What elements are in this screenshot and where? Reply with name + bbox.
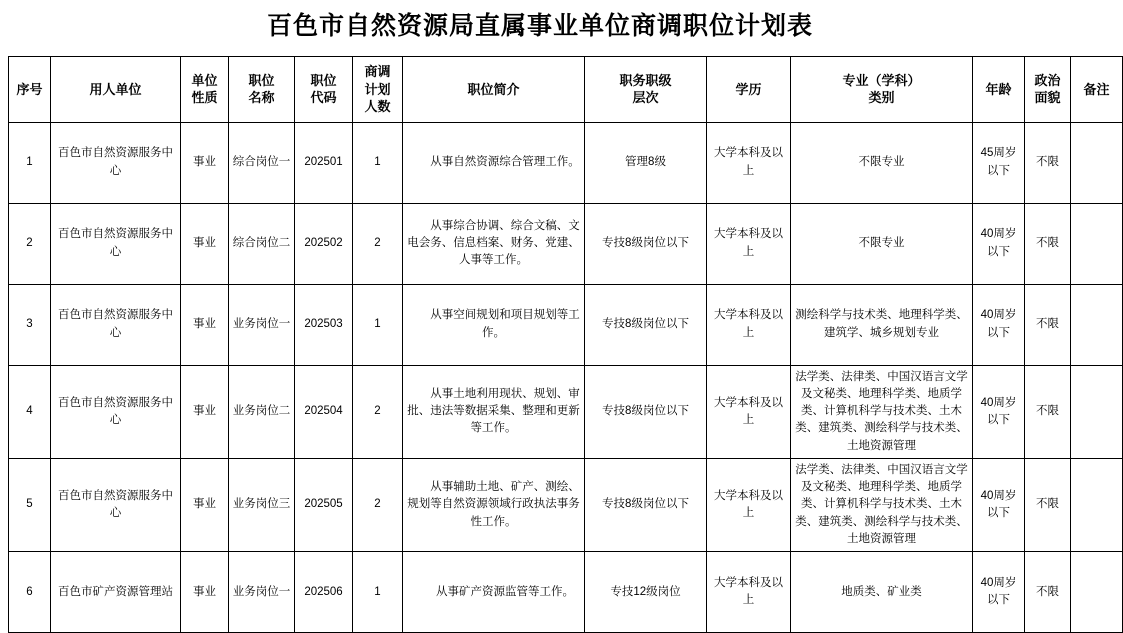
cell-education: 大学本科及以上	[707, 458, 791, 551]
cell-post-name: 业务岗位一	[229, 284, 295, 365]
column-header-post-line1: 职位	[248, 72, 275, 88]
cell-intro: 从事土地利用现状、规划、审批、违法等数据采集、整理和更新等工作。	[403, 365, 585, 458]
cell-post-code: 202501	[295, 122, 353, 203]
cell-seq: 3	[9, 284, 51, 365]
table-row	[9, 203, 1123, 284]
cell-employer: 百色市自然资源服务中心	[51, 203, 181, 284]
column-header-politics-line2: 面貌	[1034, 90, 1061, 106]
cell-seq: 4	[9, 365, 51, 458]
cell-post-name: 业务岗位二	[229, 365, 295, 458]
column-header-code-line2: 代码	[310, 90, 337, 106]
column-header-seq: 序号	[9, 57, 51, 123]
cell-age: 40周岁以下	[973, 458, 1025, 551]
column-header-employer: 用人单位	[51, 57, 181, 123]
column-header-num-line3: 人数	[364, 99, 391, 115]
cell-rank: 专技8级岗位以下	[585, 365, 707, 458]
cell-note	[1071, 365, 1123, 458]
cell-seq: 6	[9, 552, 51, 633]
cell-education: 大学本科及以上	[707, 365, 791, 458]
table-row	[9, 122, 1123, 203]
cell-education: 大学本科及以上	[707, 203, 791, 284]
cell-politics: 不限	[1025, 284, 1071, 365]
column-header-major-line2: 类别	[868, 90, 895, 106]
cell-post-name: 综合岗位二	[229, 203, 295, 284]
cell-plan-number: 2	[353, 458, 403, 551]
cell-post-code: 202503	[295, 284, 353, 365]
cell-intro: 从事空间规划和项目规划等工作。	[403, 284, 585, 365]
cell-employer: 百色市自然资源服务中心	[51, 284, 181, 365]
column-header-major-line1: 专业（学科）	[842, 72, 921, 88]
cell-plan-number: 2	[353, 203, 403, 284]
table-row	[9, 552, 1123, 633]
cell-note	[1071, 122, 1123, 203]
column-header-nature-line2: 性质	[191, 90, 218, 106]
column-header-politics-line1: 政治	[1034, 72, 1061, 88]
cell-seq: 2	[9, 203, 51, 284]
cell-seq: 1	[9, 122, 51, 203]
cell-major: 测绘科学与技术类、地理科学类、建筑学、城乡规划专业	[791, 284, 973, 365]
cell-rank: 专技8级岗位以下	[585, 458, 707, 551]
cell-post-name: 综合岗位一	[229, 122, 295, 203]
cell-major: 法学类、法律类、中国汉语言文学及文秘类、地理科学类、地质学类、计算机科学与技术类、土木类、建筑类、测绘科学与技术类、土地资源管理	[791, 458, 973, 551]
cell-note	[1071, 552, 1123, 633]
page-title: 百色市自然资源局直属事业单位商调职位计划表	[266, 13, 813, 40]
column-header-plan-number	[353, 57, 403, 123]
column-header-post-line2: 名称	[248, 90, 275, 106]
cell-note	[1071, 458, 1123, 551]
table-row	[9, 458, 1123, 551]
cell-nature: 事业	[181, 365, 229, 458]
cell-post-code: 202504	[295, 365, 353, 458]
cell-plan-number: 2	[353, 365, 403, 458]
column-header-intro: 职位简介	[403, 57, 585, 123]
column-header-code-line1: 职位	[310, 72, 337, 88]
column-header-nature	[181, 57, 229, 123]
cell-politics: 不限	[1025, 122, 1071, 203]
table-header-row	[9, 57, 1123, 123]
cell-nature: 事业	[181, 458, 229, 551]
cell-major: 不限专业	[791, 122, 973, 203]
cell-politics: 不限	[1025, 365, 1071, 458]
column-header-politics	[1025, 57, 1071, 123]
cell-post-name: 业务岗位一	[229, 552, 295, 633]
cell-education: 大学本科及以上	[707, 284, 791, 365]
cell-employer: 百色市自然资源服务中心	[51, 122, 181, 203]
cell-intro: 从事自然资源综合管理工作。	[403, 122, 585, 203]
column-header-major	[791, 57, 973, 123]
cell-age: 40周岁以下	[973, 284, 1025, 365]
column-header-rank-line1: 职务职级	[619, 72, 672, 88]
column-header-num-line2: 计划	[364, 81, 391, 97]
cell-note	[1071, 203, 1123, 284]
cell-note	[1071, 284, 1123, 365]
column-header-note: 备注	[1071, 57, 1123, 123]
cell-employer: 百色市自然资源服务中心	[51, 365, 181, 458]
column-header-num-line1: 商调	[364, 64, 391, 79]
cell-education: 大学本科及以上	[707, 122, 791, 203]
cell-nature: 事业	[181, 552, 229, 633]
cell-post-code: 202506	[295, 552, 353, 633]
cell-politics: 不限	[1025, 203, 1071, 284]
cell-rank: 专技8级岗位以下	[585, 284, 707, 365]
cell-plan-number: 1	[353, 284, 403, 365]
column-header-post-code	[295, 57, 353, 123]
cell-plan-number: 1	[353, 122, 403, 203]
cell-plan-number: 1	[353, 552, 403, 633]
cell-seq: 5	[9, 458, 51, 551]
cell-intro: 从事综合协调、综合文稿、文电会务、信息档案、财务、党建、人事等工作。	[403, 203, 585, 284]
cell-post-code: 202502	[295, 203, 353, 284]
cell-age: 40周岁以下	[973, 552, 1025, 633]
cell-intro: 从事矿产资源监管等工作。	[403, 552, 585, 633]
cell-employer: 百色市自然资源服务中心	[51, 458, 181, 551]
cell-age: 45周岁以下	[973, 122, 1025, 203]
cell-nature: 事业	[181, 284, 229, 365]
column-header-rank-line2: 层次	[632, 90, 659, 106]
cell-politics: 不限	[1025, 552, 1071, 633]
cell-post-name: 业务岗位三	[229, 458, 295, 551]
cell-employer: 百色市矿产资源管理站	[51, 552, 181, 633]
cell-rank: 专技8级岗位以下	[585, 203, 707, 284]
cell-rank: 专技12级岗位	[585, 552, 707, 633]
cell-rank: 管理8级	[585, 122, 707, 203]
table-row	[9, 365, 1123, 458]
cell-nature: 事业	[181, 122, 229, 203]
table-row	[9, 284, 1123, 365]
column-header-post-name	[229, 57, 295, 123]
cell-age: 40周岁以下	[973, 203, 1025, 284]
cell-major: 地质类、矿业类	[791, 552, 973, 633]
cell-nature: 事业	[181, 203, 229, 284]
cell-politics: 不限	[1025, 458, 1071, 551]
cell-major: 法学类、法律类、中国汉语言文学及文秘类、地理科学类、地质学类、计算机科学与技术类、土木类、建筑类、测绘科学与技术类、土地资源管理	[791, 365, 973, 458]
column-header-nature-line1: 单位	[191, 72, 218, 88]
column-header-education: 学历	[707, 57, 791, 123]
column-header-rank	[585, 57, 707, 123]
cell-post-code: 202505	[295, 458, 353, 551]
position-plan-table	[8, 56, 1123, 633]
cell-major: 不限专业	[791, 203, 973, 284]
cell-education: 大学本科及以上	[707, 552, 791, 633]
column-header-age: 年龄	[973, 57, 1025, 123]
cell-age: 40周岁以下	[973, 365, 1025, 458]
cell-intro: 从事辅助土地、矿产、测绘、规划等自然资源领域行政执法事务性工作。	[403, 458, 585, 551]
